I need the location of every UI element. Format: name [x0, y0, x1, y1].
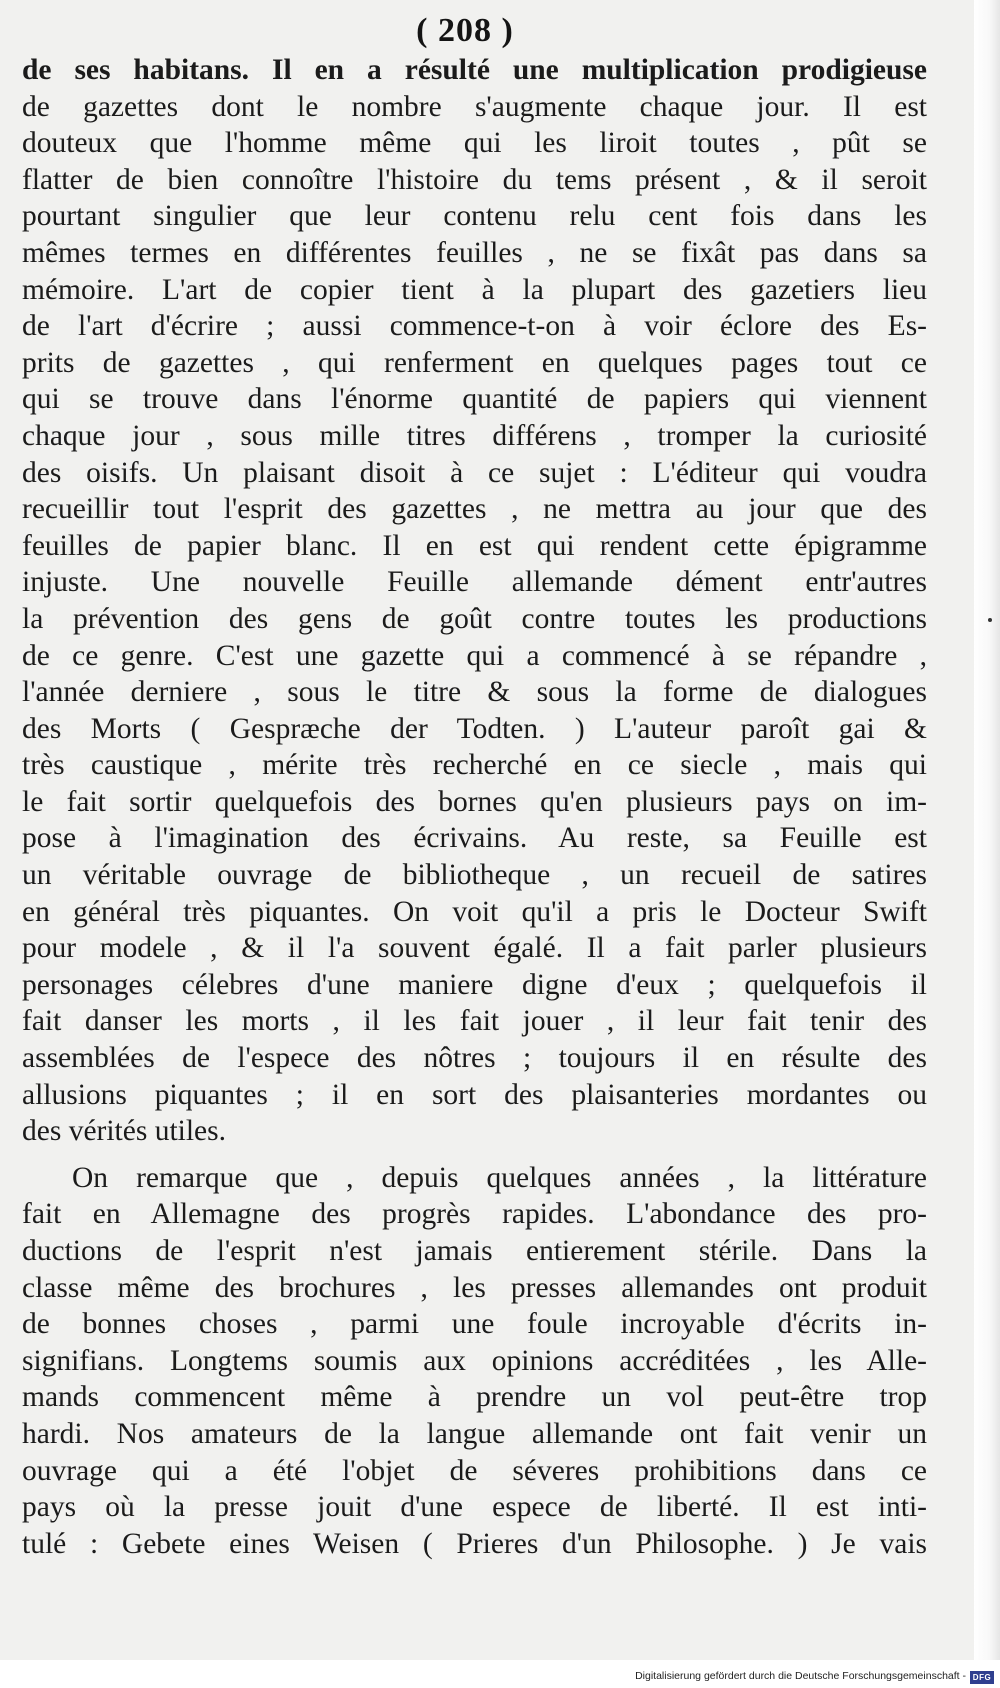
text-line: de gazettes dont le nombre s'augmente chaque jour. Il est — [22, 90, 927, 123]
text-line: allusions piquantes ; il en sort des plaisanteries mordantes ou — [22, 1078, 927, 1111]
text-line: classe même des brochures , les presses allemandes ont produit — [22, 1271, 927, 1304]
text-line: feuilles de papier blanc. Il en est qui rendent cette épigramme — [22, 529, 927, 562]
paragraph-2 — [22, 1160, 927, 1563]
text-line: des vérités utiles. — [22, 1115, 226, 1148]
page-number: ( 208 ) — [416, 12, 514, 49]
text-line: On remarque que , depuis quelques années , la littérature — [72, 1161, 927, 1194]
text-line: tulé : Gebete eines Weisen ( Prieres d'un Philosophe. ) Je vais — [22, 1527, 927, 1560]
text-line: de ce genre. C'est une gazette qui a commencé à se répandre , — [22, 639, 927, 672]
text-line: l'année derniere , sous le titre & sous la forme de dialogues — [22, 676, 927, 709]
text-line: le fait sortir quelquefois des bornes qu'en plusieurs pays on im- — [22, 785, 927, 818]
page-edge-shadow — [974, 0, 1000, 1660]
text-line: pour modele , & il l'a souvent égalé. Il a fait parler plusieurs — [22, 932, 927, 965]
paragraph-gap — [22, 1150, 927, 1160]
text-line: en général très piquantes. On voit qu'il a pris le Docteur Swift — [22, 895, 927, 928]
text-line: mêmes termes en différentes feuilles , ne se fixât pas dans sa — [22, 236, 927, 269]
text-line: la prévention des gens de goût contre toutes les productions — [22, 602, 927, 635]
text-line: flatter de bien connoître l'histoire du tems présent , & il seroit — [22, 163, 927, 196]
text-line: pose à l'imagination des écrivains. Au reste, sa Feuille est — [22, 822, 927, 855]
text-line: hardi. Nos amateurs de la langue allemande ont fait venir un — [22, 1417, 927, 1450]
text-line: prits de gazettes , qui renferment en quelques pages tout ce — [22, 346, 927, 379]
text-line: pays où la presse jouit d'une espece de liberté. Il est inti- — [22, 1491, 927, 1524]
text-line: un véritable ouvrage de bibliotheque , un recueil de satires — [22, 859, 927, 892]
text-line: de bonnes choses , parmi une foule incroyable d'écrits in- — [22, 1308, 927, 1341]
text-line: des Morts ( Gespræche der Todten. ) L'auteur paroît gai & — [22, 712, 927, 745]
text-line: ductions de l'esprit n'est jamais entierement stérile. Dans la — [22, 1235, 927, 1267]
text-line: chaque jour , sous mille titres différens , tromper la curiosité — [22, 419, 927, 452]
text-line: de l'art d'écrire ; aussi commence-t-on à voir éclore des Es- — [22, 310, 927, 343]
text-line: qui se trouve dans l'énorme quantité de papiers qui viennent — [22, 383, 927, 416]
ink-speck — [988, 618, 992, 622]
text-line: mands commencent même à prendre un vol peut-être trop — [22, 1381, 927, 1414]
text-line: assemblées de l'espece des nôtres ; toujours il en résulte des — [22, 1042, 927, 1075]
text-line: recueillir tout l'esprit des gazettes , ne mettra au jour que des — [22, 493, 927, 526]
text-line: personages célebres d'une maniere digne d'eux ; quelquefois il — [22, 968, 927, 1001]
text-line: de ses habitans. Il en a résulté une multiplication prodigieuse — [22, 54, 927, 86]
paragraph-1 — [22, 52, 927, 1150]
text-line: injuste. Une nouvelle Feuille allemande dément entr'autres — [22, 566, 927, 599]
digitization-credit: Digitalisierung gefördert durch die Deutsche Forschungsgemeinschaft - — [635, 1670, 966, 1682]
text-line: signifians. Longtems soumis aux opinions accréditées , les Alle- — [22, 1344, 927, 1377]
text-line: ouvrage qui a été l'objet de séveres prohibitions dans ce — [22, 1454, 927, 1487]
text-line: fait en Allemagne des progrès rapides. L'abondance des pro- — [22, 1198, 927, 1231]
text-line: très caustique , mérite très recherché en ce siecle , mais qui — [22, 749, 927, 782]
text-line: pourtant singulier que leur contenu relu cent fois dans les — [22, 200, 927, 233]
body-text — [22, 52, 927, 1562]
text-line: des oisifs. Un plaisant disoit à ce sujet : L'éditeur qui voudra — [22, 456, 927, 489]
text-line: douteux que l'homme même qui les liroit toutes , pût se — [22, 127, 927, 160]
text-line: mémoire. L'art de copier tient à la plupart des gazetiers lieu — [22, 273, 927, 306]
text-line: fait danser les morts , il les fait jouer , il leur fait tenir des — [22, 1005, 927, 1038]
dfg-logo: DFG — [970, 1671, 994, 1684]
